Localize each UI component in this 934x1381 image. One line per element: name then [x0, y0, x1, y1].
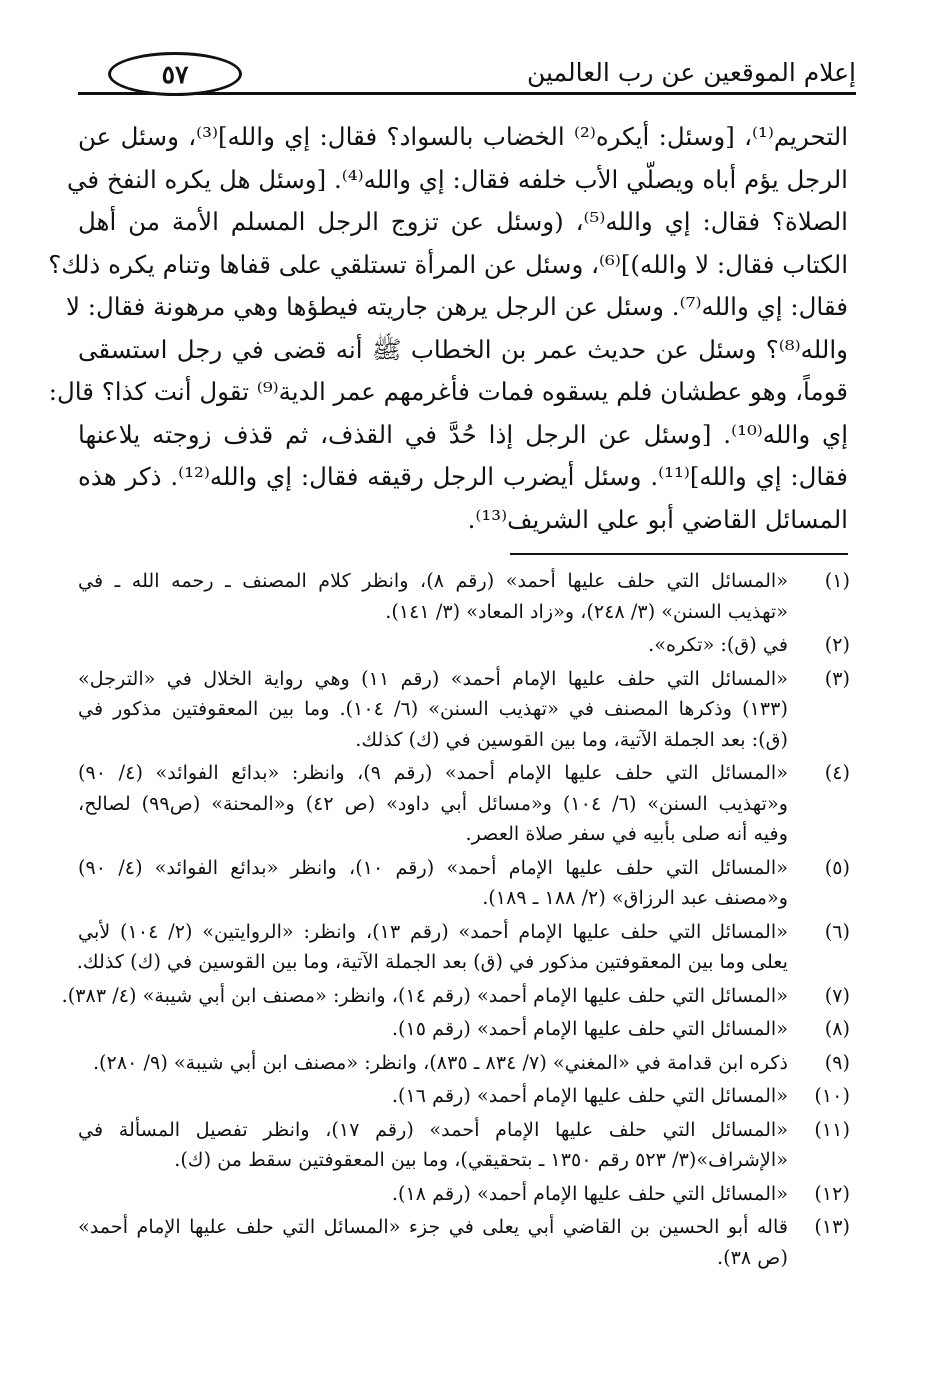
- footnote: [78, 630, 850, 661]
- footnote-number: (١٣): [814, 1215, 850, 1238]
- footnote: [78, 1014, 850, 1045]
- footnote-number: (١٠): [814, 1084, 850, 1107]
- footnote-line: «المسائل التي حلف عليها أحمد» (رقم ٨)، وانظر كلام المصنف ـ رحمه الله ـ في: [78, 569, 788, 592]
- footnote-line: «تهذيب السنن» (٣/ ٢٤٨)، و«زاد المعاد» (٣/ ١٤١).: [385, 599, 788, 623]
- footnote: [78, 1115, 850, 1176]
- footnote-divider: [510, 553, 848, 555]
- footnote-line: (ص ٣٨).: [716, 1245, 788, 1269]
- footnote-number: (٧): [824, 983, 850, 1007]
- text-line: الكتاب فقال: لا والله)]⁽⁶⁾، وسئل عن المرأة تستلقي على قفاها وتنام يكره ذلك؟: [48, 249, 848, 279]
- footnotes: [61, 566, 850, 1276]
- footnote: [78, 758, 850, 850]
- main-text: [48, 116, 849, 542]
- footnote-line: في (ق): «تكره».: [648, 633, 788, 656]
- footnote: [78, 1212, 850, 1273]
- footnote-number: (٨): [824, 1017, 850, 1040]
- footnote: [61, 981, 850, 1012]
- book-title: إعلام الموقعين عن رب العالمين: [526, 58, 856, 87]
- text-line: الصلاة؟ فقال: إي والله⁽⁵⁾، (وسئل عن تزوج الرجل المسلم الأمة من أهل: [78, 207, 848, 236]
- footnote-number: (٦): [824, 919, 850, 943]
- page-number-badge: ٥٧: [108, 52, 242, 96]
- footnote-line: «المسائل التي حلف عليها الإمام أحمد» (رقم ١٠)، وانظر «بدائع الفوائد» (٤/ ٩٠): [78, 855, 788, 879]
- footnote-line: «الإشراف»(٣/ ٥٢٣ رقم ١٣٥٠ ـ بتحقيقي)، وما بين المعقوفتين سقط من (ك).: [174, 1148, 788, 1171]
- footnote-line: «المسائل التي حلف عليها الإمام أحمد» (رقم ١٧)، وانظر تفصيل المسألة في: [78, 1117, 788, 1141]
- footnote-line: «المسائل التي حلف عليها الإمام أحمد» (رقم ٩)، وانظر: «بدائع الفوائد» (٤/ ٩٠): [78, 761, 788, 784]
- text-line: التحريم⁽¹⁾، [وسئل: أيكره⁽²⁾ الخضاب بالسواد؟ فقال: إي والله]⁽³⁾، وسئل عن: [78, 122, 848, 151]
- footnote: [78, 917, 850, 978]
- text-line: قوماً، وهو عطشان فلم يسقوه فمات فأغرمهم عمر الدية⁽⁹⁾ تقول أنت كذا؟ قال:: [48, 377, 848, 406]
- footnote: [78, 1179, 850, 1210]
- text-line: الرجل يؤم أباه ويصلّي الأب خلفه فقال: إي والله⁽⁴⁾. [وسئل هل يكره النفخ في: [66, 164, 848, 194]
- footnote-line: يعلى وما بين المعقوفتين مذكور في (ق) بعد الجملة الآتية، وما بين القوسين في (ك) كذلك.: [76, 950, 788, 973]
- footnote: [78, 1048, 850, 1079]
- footnote: [78, 664, 850, 756]
- text-line: فقال: إي والله⁽⁷⁾. وسئل عن الرجل يرهن جاريته فيطؤها وهي مرهونة فقال: لا: [65, 292, 848, 321]
- footnote-line: «المسائل التي حلف عليها الإمام أحمد» (رقم ١٤)، وانظر: «مصنف ابن أبي شيبة» (٤/ ٣٨٣).: [61, 983, 788, 1007]
- page-header: [78, 46, 856, 100]
- footnote-number: (٩): [824, 1050, 850, 1074]
- footnote-line: «المسائل التي حلف عليها الإمام أحمد» (رقم ١١) وهي رواية الخلال في «الترجل»: [78, 666, 789, 690]
- footnote-line: و«مصنف عبد الرزاق» (٢/ ١٨٨ ـ ١٨٩).: [482, 886, 788, 909]
- footnote-line: (١٣٣) وذكرها المصنف في «تهذيب السنن» (٦/ ١٠٤). وما بين المعقوفتين مذكور في: [78, 697, 788, 720]
- footnote: [78, 566, 850, 627]
- footnote-number: (٢): [824, 633, 850, 656]
- text-line: المسائل القاضي أبو علي الشريف⁽¹³⁾.: [467, 504, 848, 534]
- text-line: والله⁽⁸⁾؟ وسئل عن حديث عمر بن الخطاب ﷺ أنه قضى في رجل استسقى: [78, 334, 848, 364]
- footnote: [78, 853, 850, 914]
- footnote-line: و«تهذيب السنن» (٦/ ١٠٤) و«مسائل أبي داود» (ص ٤٢) و«المحنة» (ص٩٩) لصالح،: [78, 791, 789, 815]
- footnote-number: (١): [824, 569, 850, 592]
- footnote-number: (١١): [814, 1117, 850, 1141]
- text-line: إي والله⁽¹⁰⁾. [وسئل عن الرجل إذا حُدَّ في القذف، ثم قذف زوجته يلاعنها: [78, 419, 848, 449]
- footnote-line: (ق): بعد الجملة الآتية، وما بين القوسين في (ك) كذلك.: [355, 727, 788, 751]
- footnote-number: (٥): [824, 855, 850, 879]
- footnote-number: (١٢): [814, 1181, 850, 1205]
- footnote-line: «المسائل التي حلف عليها الإمام أحمد» (رقم ١٦).: [391, 1084, 788, 1107]
- footnote-line: «المسائل التي حلف عليها الإمام أحمد» (رقم ١٨).: [391, 1181, 788, 1205]
- footnote-number: (٣): [824, 666, 850, 690]
- footnote-line: «المسائل التي حلف عليها الإمام أحمد» (رقم ١٥).: [391, 1017, 788, 1040]
- text-line: فقال: إي والله]⁽¹¹⁾. وسئل أيضرب الرجل رقيقه فقال: إي والله⁽¹²⁾. ذكر هذه: [78, 462, 849, 491]
- footnote-line: «المسائل التي حلف عليها الإمام أحمد» (رقم ١٣)، وانظر: «الروايتين» (٢/ ١٠٤) لأبي: [78, 919, 788, 943]
- footnote: [78, 1081, 850, 1112]
- footnote-line: وفيه أنه صلى بأبيه في سفر صلاة العصر.: [465, 822, 788, 845]
- footnote-number: (٤): [824, 761, 850, 784]
- footnote-line: ذكره ابن قدامة في «المغني» (٧/ ٨٣٤ ـ ٨٣٥)، وانظر: «مصنف ابن أبي شيبة» (٩/ ٢٨٠).: [92, 1050, 788, 1074]
- footnote-line: قاله أبو الحسين بن القاضي أبي يعلى في جزء «المسائل التي حلف عليها الإمام أحمد»: [78, 1215, 788, 1238]
